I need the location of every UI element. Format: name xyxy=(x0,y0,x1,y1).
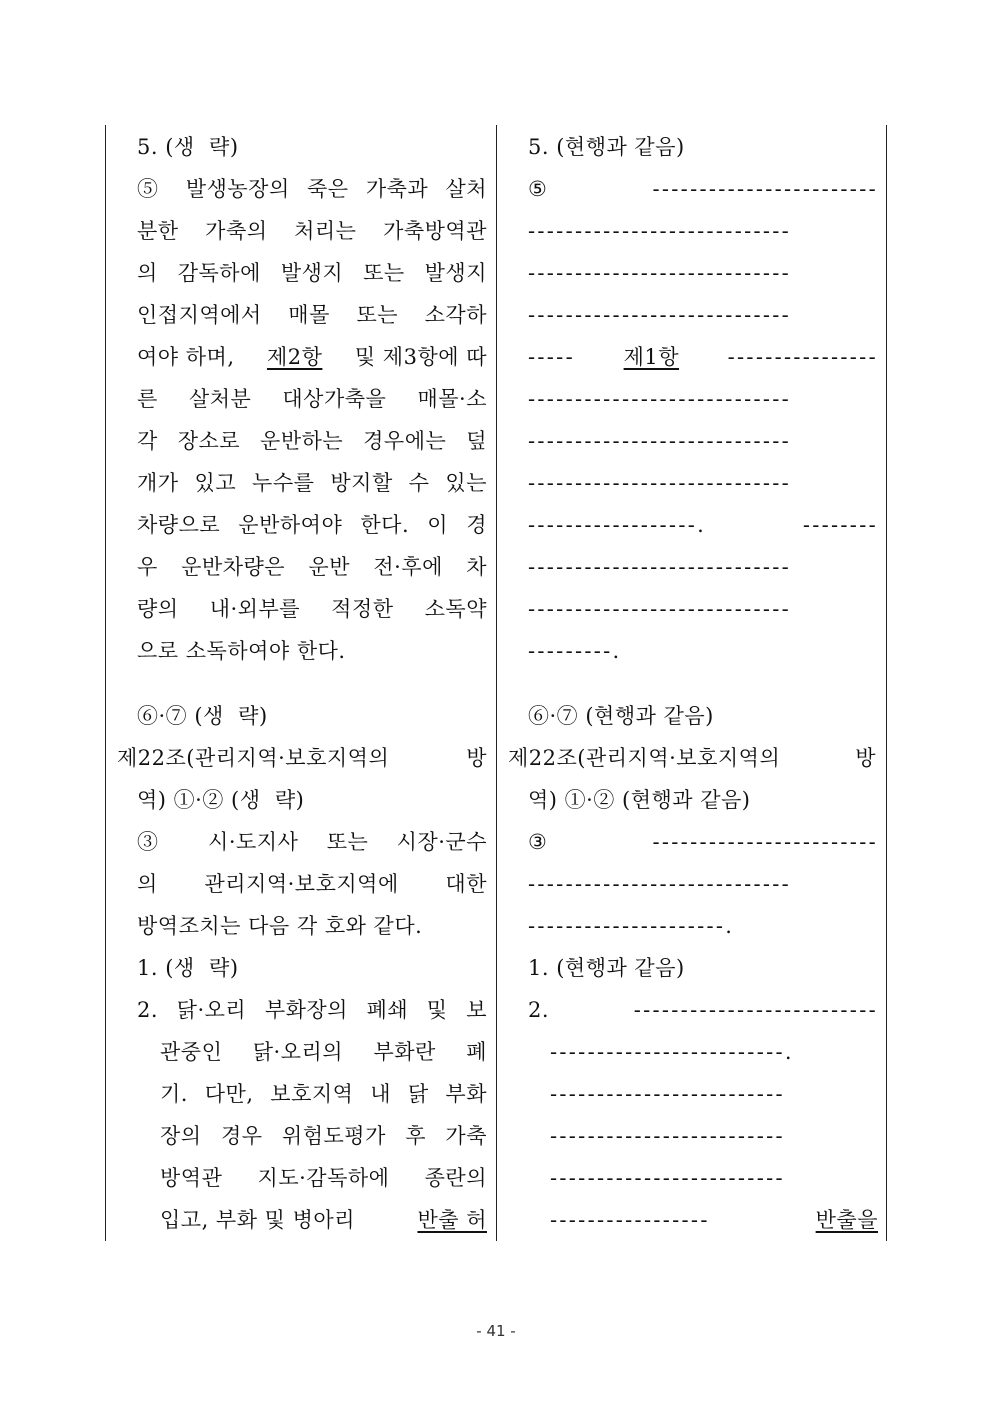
left-para-5-line xyxy=(137,343,487,371)
left-para-5-line: 분한 가축의 처리는 가축방역관 xyxy=(137,219,487,243)
same-as-current-dashes: ------------------. xyxy=(528,513,707,537)
same-as-current-dashes: -------- xyxy=(802,513,878,537)
right-text: 2. xyxy=(528,998,550,1022)
same-as-current-dashes: ------------------------- xyxy=(550,1124,785,1148)
article-title-end: 방 xyxy=(855,746,876,770)
same-as-current-dashes: ---------. xyxy=(528,639,622,663)
left-para-5-line: 개가 있고 누수를 방지할 수 있는 xyxy=(137,471,487,495)
article-title-end: 방 xyxy=(466,746,487,770)
same-as-current-dashes: ---------------------------- xyxy=(528,429,792,453)
same-as-current-dashes: ---------------------------- xyxy=(528,872,792,896)
left-item-5: 5. (생 략) xyxy=(137,135,239,159)
page-number: - 41 - xyxy=(476,1322,516,1340)
same-as-current-dashes: ----------------- xyxy=(550,1208,710,1232)
left-para-5-line: 우 운반차량은 운반 전·후에 차 xyxy=(137,555,487,579)
same-as-current-dashes: ---------------------------- xyxy=(528,261,792,285)
left-item-2-line: 장의 경우 위험도평가 후 가축 xyxy=(160,1124,487,1148)
left-item-2-line xyxy=(160,1206,487,1234)
underlined-amended-term: 반출을 xyxy=(815,1208,878,1232)
left-item-2-line: 2. 닭·오리 부화장의 폐쇄 및 보 xyxy=(137,998,487,1022)
left-article-22-heading xyxy=(117,744,487,772)
left-para-3-line: 방역조치는 다음 각 호와 같다. xyxy=(137,914,423,938)
left-item-2-line: 기. 다만, 보호지역 내 닭 부화 xyxy=(160,1082,487,1106)
article-title: 제22조(관리지역·보호지역의 xyxy=(508,746,781,770)
right-article-22-line: 역) ①·② (현행과 같음) xyxy=(528,788,751,812)
right-item-5: 5. (현행과 같음) xyxy=(528,135,685,159)
right-para-5-line xyxy=(528,175,878,203)
same-as-current-dashes: ------------------------- xyxy=(550,1166,785,1190)
same-as-current-dashes: ---------------------------- xyxy=(528,597,792,621)
left-item-2-line: 관중인 닭·오리의 부화란 폐 xyxy=(160,1040,487,1064)
same-as-current-dashes: ---------------------------- xyxy=(528,387,792,411)
right-para-5-line xyxy=(528,343,878,371)
left-para-5-line: 인접지역에서 매몰 또는 소각하 xyxy=(137,303,487,327)
same-as-current-dashes: ---------------------------- xyxy=(528,471,792,495)
same-as-current-dashes: ---------------- xyxy=(727,345,878,369)
same-as-current-dashes: ---------------------. xyxy=(528,914,735,938)
same-as-current-dashes: ------------------------- xyxy=(550,1082,785,1106)
same-as-current-dashes: ---------------------------- xyxy=(528,555,792,579)
table-border-right xyxy=(886,125,887,1241)
right-text: ⑤ xyxy=(528,177,548,201)
left-text: 입고, 부화 및 병아리 xyxy=(160,1208,355,1232)
same-as-current-dashes: ------------------------ xyxy=(652,177,878,201)
same-as-current-dashes: -------------------------. xyxy=(550,1040,794,1064)
comparison-table xyxy=(105,125,887,1241)
underlined-amended-term: 반출 허 xyxy=(417,1208,487,1232)
right-item-2-line xyxy=(528,996,878,1024)
article-title: 제22조(관리지역·보호지역의 xyxy=(117,746,390,770)
left-item-2-line: 방역관 지도·감독하에 종란의 xyxy=(160,1166,487,1190)
right-para-3-line xyxy=(528,828,878,856)
left-text: 여야 하며, xyxy=(137,345,235,369)
right-text: ③ xyxy=(528,830,548,854)
left-para-5-line: 차량으로 운반하여야 한다. 이 경 xyxy=(137,513,487,537)
left-para-5-line: 량의 내·외부를 적정한 소독약 xyxy=(137,597,487,621)
left-para-5-line: 각 장소로 운반하는 경우에는 덮 xyxy=(137,429,487,453)
left-para-3-line: ③ 시·도지사 또는 시장·군수 xyxy=(137,830,487,854)
underlined-amended-term: 제2항 xyxy=(266,345,323,369)
right-item-1: 1. (현행과 같음) xyxy=(528,956,685,980)
left-item-1: 1. (생 략) xyxy=(137,956,239,980)
left-text: 및 제3항에 따 xyxy=(354,345,487,369)
left-items-6-7: ⑥·⑦ (생 략) xyxy=(137,704,268,728)
left-para-5-line: 의 감독하에 발생지 또는 발생지 xyxy=(137,261,487,285)
left-para-5-line: ⑤ 발생농장의 죽은 가축과 살처 xyxy=(137,177,487,201)
same-as-current-dashes: ---------------------------- xyxy=(528,219,792,243)
underlined-amended-term: 제1항 xyxy=(623,345,680,369)
right-article-22-heading xyxy=(508,744,876,772)
right-item-2-line xyxy=(550,1206,878,1234)
same-as-current-dashes: ------------------------ xyxy=(652,830,878,854)
same-as-current-dashes: -------------------------- xyxy=(633,998,878,1022)
left-article-22-line: 역) ①·② (생 략) xyxy=(137,788,305,812)
right-items-6-7: ⑥·⑦ (현행과 같음) xyxy=(528,704,714,728)
same-as-current-dashes: ----- xyxy=(528,345,575,369)
table-border-left xyxy=(105,125,106,1241)
left-para-3-line: 의 관리지역·보호지역에 대한 xyxy=(137,872,487,896)
left-para-5-line: 으로 소독하여야 한다. xyxy=(137,639,346,663)
table-column-divider xyxy=(496,125,497,1241)
right-para-5-line xyxy=(528,511,878,539)
same-as-current-dashes: ---------------------------- xyxy=(528,303,792,327)
left-para-5-line: 른 살처분 대상가축을 매몰·소 xyxy=(137,387,487,411)
